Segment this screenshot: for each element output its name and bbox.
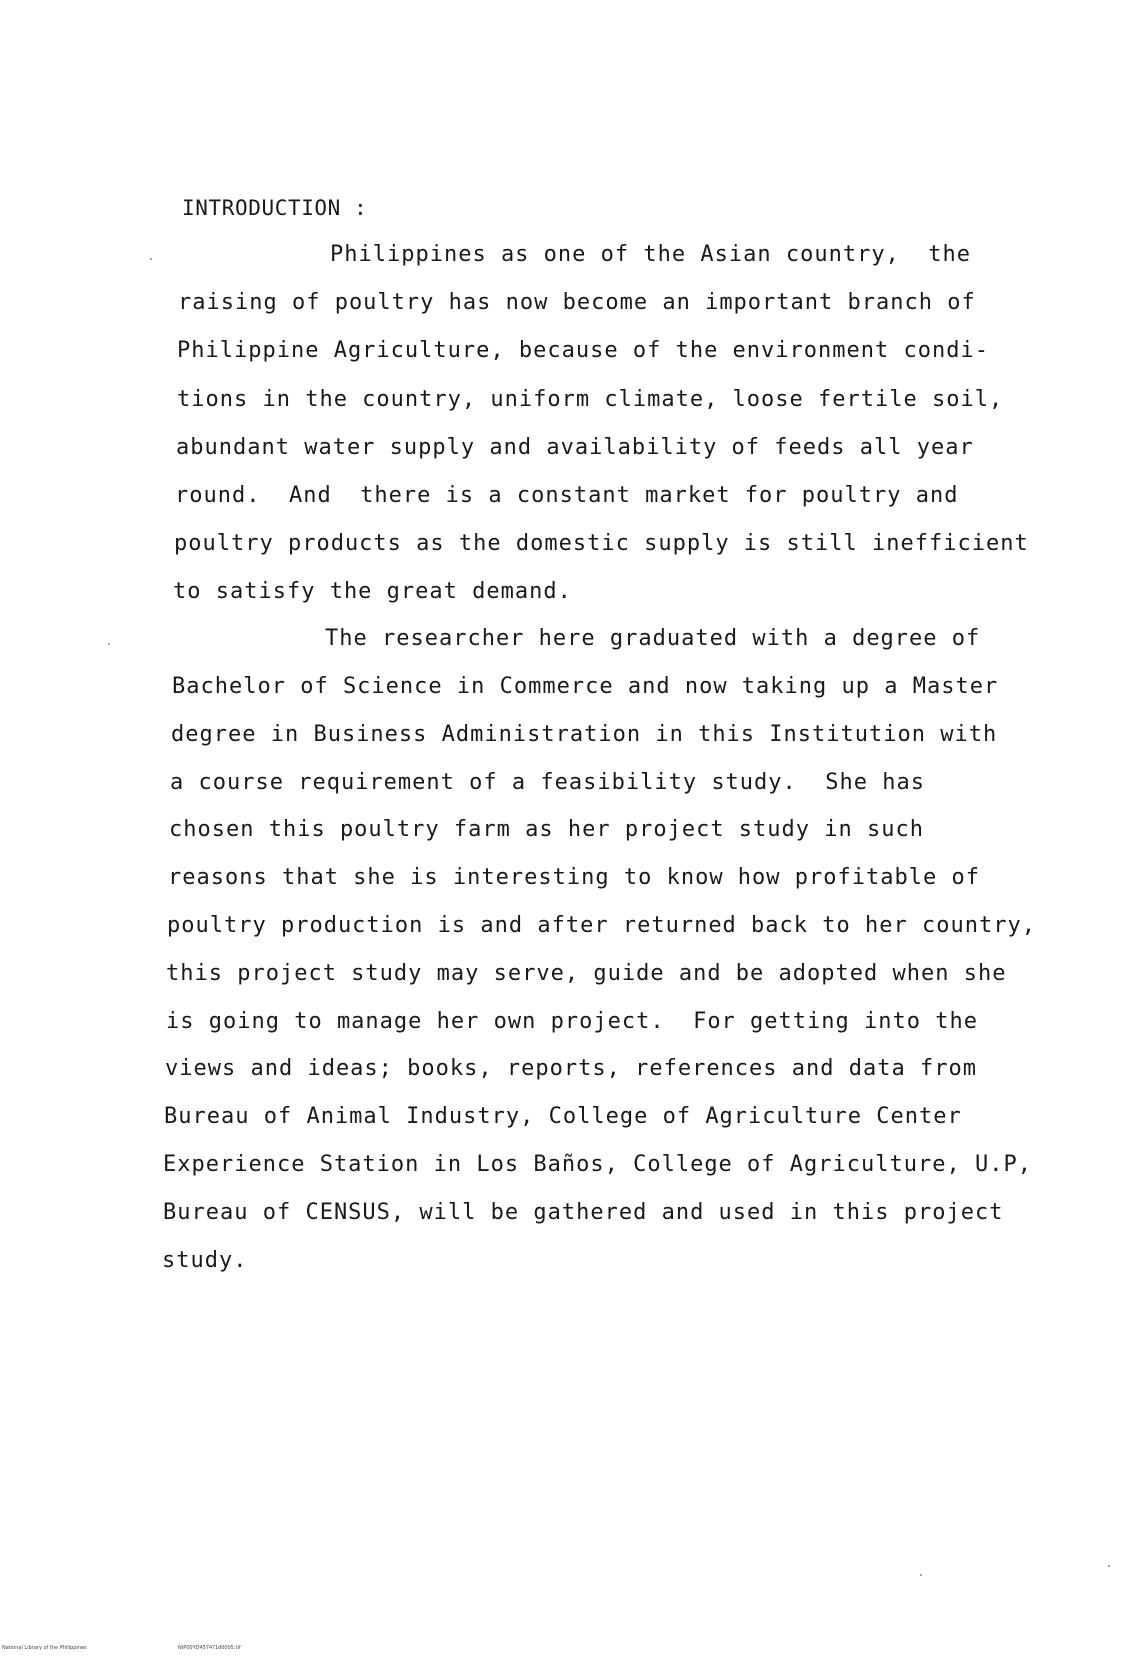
paragraph-2-line: Bureau of Animal Industry, College of Agriculture Center [164, 1104, 962, 1129]
paragraph-1-line: tions in the country, uniform climate, loose fertile soil, [177, 387, 1004, 412]
paragraph-2-line: a course requirement of a feasibility study. She has [170, 770, 925, 795]
paragraph-1-line: poultry products as the domestic supply is still inefficient [174, 531, 1029, 556]
paragraph-1-line: round. And there is a constant market for poultry and [175, 483, 959, 508]
paragraph-2-line: Bachelor of Science in Commerce and now taking up a Master [172, 674, 999, 699]
footer-library-label: National Library of the Philippines [2, 1645, 87, 1651]
paragraph-2-line: degree in Business Administration in this Institution with [171, 722, 998, 747]
paragraph-2-line: poultry production is and after returned back to her country, [167, 913, 1036, 938]
scan-speck [920, 1574, 922, 1576]
section-heading: INTRODUCTION : [182, 196, 368, 220]
scan-speck [108, 643, 110, 645]
paragraph-2-line: chosen this poultry farm as her project study in such [169, 817, 924, 842]
scan-speck [150, 258, 152, 260]
paragraph-2-line: Experience Station in Los Baños, College of Agriculture, U.P, [163, 1152, 1032, 1177]
paragraph-2-line: this project study may serve, guide and be adopted when she [166, 961, 1007, 986]
scan-speck [1108, 1565, 1110, 1567]
paragraph-2-line: The researcher here graduated with a degree of [325, 626, 981, 651]
footer-file-id: NIP00YD4574?1d0005.tif [178, 1645, 241, 1651]
paragraph-1-line: raising of poultry has now become an important branch of [178, 290, 976, 315]
paragraph-2-line: reasons that she is interesting to know how profitable of [168, 865, 980, 890]
paragraph-2-line: is going to manage her own project. For getting into the [166, 1009, 978, 1034]
paragraph-1-line: Philippine Agriculture, because of the environment condi- [177, 338, 989, 363]
paragraph-2-line: study. [162, 1248, 248, 1273]
paragraph-1-line: abundant water supply and availability of feeds all year [176, 435, 974, 460]
paragraph-2-line: Bureau of CENSUS, will be gathered and used in this project [163, 1200, 1004, 1225]
paragraph-2-line: views and ideas; books, reports, references and data from [165, 1056, 977, 1081]
paragraph-1-line: Philippines as one of the Asian country, the [330, 242, 972, 267]
paragraph-1-line: to satisfy the great demand. [173, 579, 572, 604]
